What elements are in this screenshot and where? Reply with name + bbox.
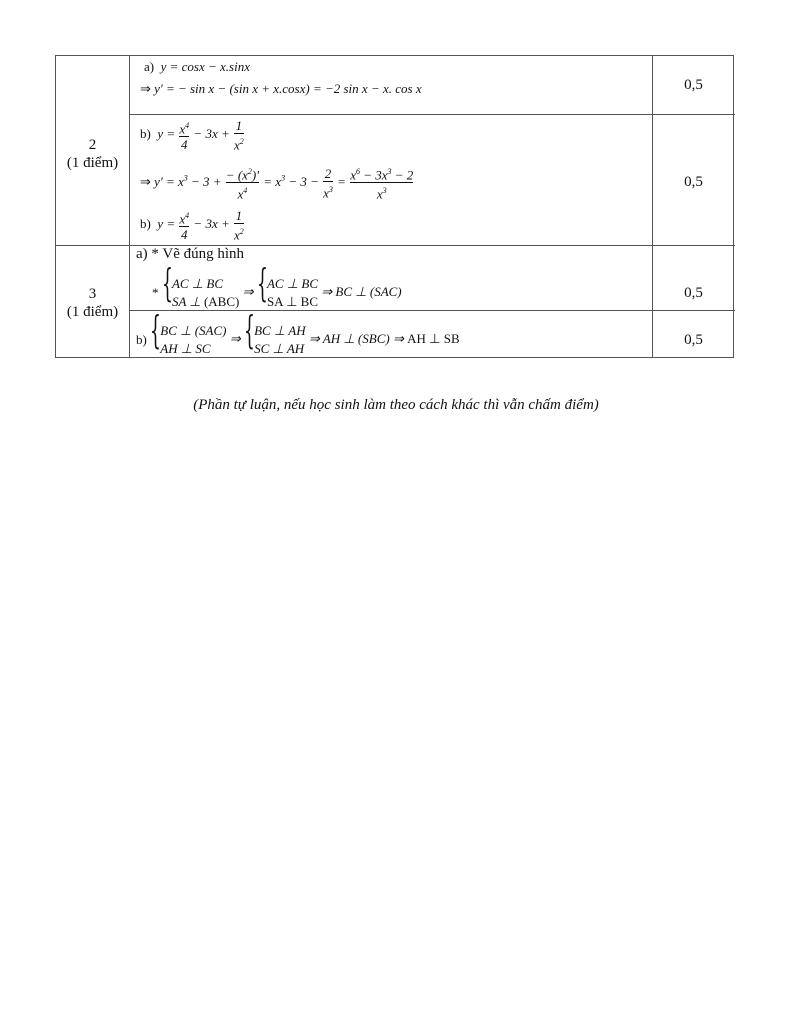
grading-table xyxy=(55,55,734,358)
question-number: 3 xyxy=(88,286,97,302)
question-points: (1 điểm) xyxy=(66,304,119,320)
row-divider xyxy=(129,114,735,115)
score: 0,5 xyxy=(684,77,703,93)
column-divider xyxy=(129,56,130,357)
question-number: 2 xyxy=(88,137,97,153)
q3b-line-1: b) { BC ⊥ (SAC) AH ⊥ SC ⇒ { BC ⊥ AH SC ⊥ AH ⇒ AH ⊥ (SBC) ⇒ AH ⊥ SB xyxy=(136,308,460,357)
q2a-line-1: a) y = cosx − x.sinx xyxy=(144,59,250,74)
q2b-line-3: b) y = $\frac{x^4}{4}$ − 3x + $\frac{1}{x^2}$ xyxy=(140,208,244,243)
question-2-cell xyxy=(56,136,129,172)
footnote: (Phần tự luận, nếu học sinh làm theo cách khác thì vẫn chấm điểm) xyxy=(193,397,599,413)
question-3-cell xyxy=(56,285,129,321)
q2b-line-2: ⇒ $y' = x^3 - 3$ + $\frac{- (x^2)'}{x^4}$ = $x^3 - 3$ − $\frac{2}{x^3}$ = $\frac{x^6 - 3x^3 - 2}{x^3}$ xyxy=(140,165,414,202)
score: 0,5 xyxy=(684,285,703,301)
question-points: (1 điểm) xyxy=(66,155,119,171)
score: 0,5 xyxy=(684,174,703,190)
q2a-line-2: ⇒ y' = − sin x − (sin x + x.cosx) = −2 sin x − x. cos x xyxy=(140,81,422,96)
score: 0,5 xyxy=(684,332,703,348)
column-divider xyxy=(652,56,653,357)
q3a-line-1: * { AC ⊥ BC SA ⊥ (ABC) ⇒ { AC ⊥ BC SA ⊥ BC ⇒ BC ⊥ (SAC) xyxy=(152,261,402,310)
q2b-line-1: b) y = $\frac{x^4}{4}$ − 3x + $\frac{1}{x^2}$ xyxy=(140,118,244,153)
q3a-heading: a) * Vẽ đúng hình xyxy=(136,246,245,262)
